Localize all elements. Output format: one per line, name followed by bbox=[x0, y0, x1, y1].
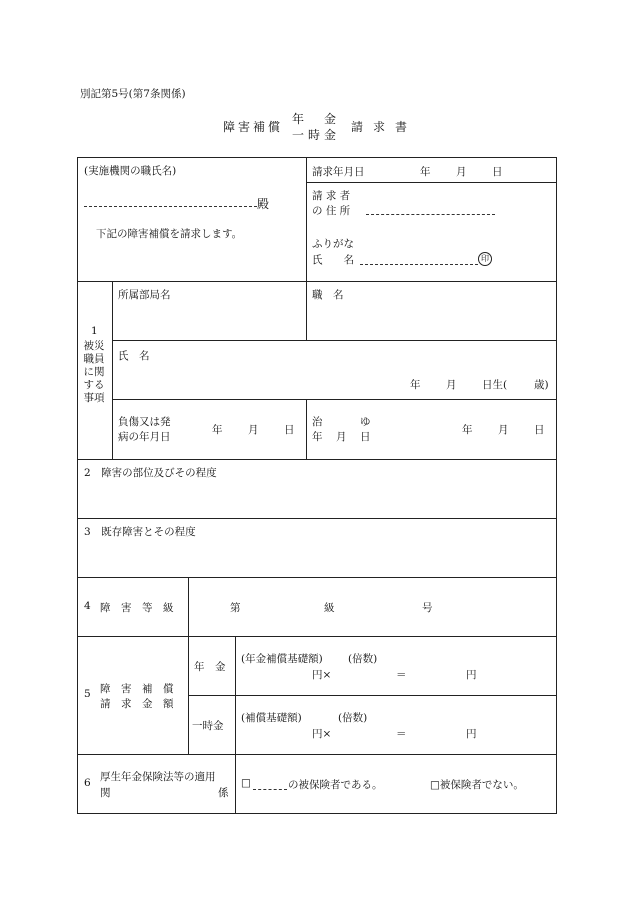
birth-day-suffix[interactable]: 日生( bbox=[482, 379, 508, 391]
title-part2: 請求書 bbox=[351, 120, 418, 134]
pension-yen[interactable]: 円 bbox=[466, 669, 477, 681]
section5-label-2: 請 求 金 額 bbox=[100, 698, 174, 710]
section1-vertical-label: 被 災 職 員 に 関 す る 事 項 bbox=[83, 340, 105, 404]
job-title-label: 職 名 bbox=[312, 289, 344, 301]
section4-label: 障 害 等 級 bbox=[100, 602, 174, 614]
pension-equals: ＝ bbox=[396, 669, 407, 681]
grade-dai: 第 bbox=[230, 602, 241, 614]
injury-date-label-1: 負傷又は発 bbox=[118, 416, 171, 428]
request-date-year[interactable]: 年 bbox=[420, 166, 431, 178]
seal-icon: 印 bbox=[478, 252, 492, 266]
section3-label: 3 既存障害とその程度 bbox=[84, 526, 196, 538]
grade-kyu: 級 bbox=[324, 602, 335, 614]
furigana-label: ふりがな bbox=[312, 238, 354, 250]
lump-equals: ＝ bbox=[396, 728, 407, 740]
lump-yen[interactable]: 円 bbox=[466, 728, 477, 740]
injury-date-label-2: 病の年月日 bbox=[118, 431, 171, 443]
form-reference: 別記第5号(第7条関係) bbox=[80, 88, 186, 100]
request-date-day[interactable]: 日 bbox=[492, 166, 503, 178]
claimant-address-line[interactable] bbox=[366, 214, 495, 215]
institution-label: (実施機関の職氏名) bbox=[84, 165, 177, 177]
birth-month[interactable]: 月 bbox=[446, 379, 457, 391]
birth-year[interactable]: 年 bbox=[410, 379, 421, 391]
lump-yen-times[interactable]: 円× bbox=[312, 728, 332, 740]
institution-name-line[interactable] bbox=[84, 206, 257, 207]
cure-label-2c: 日 bbox=[360, 431, 371, 443]
employee-name-label: 氏 名 bbox=[118, 350, 150, 362]
request-date-month[interactable]: 月 bbox=[456, 166, 467, 178]
section6-label-2b: 係 bbox=[218, 787, 229, 799]
honorific: 殿 bbox=[257, 197, 270, 211]
insurance-type-line[interactable] bbox=[253, 789, 287, 790]
section6-label-2a: 関 bbox=[100, 787, 111, 799]
claimant-address-label-2: の 住 所 bbox=[312, 205, 351, 217]
insured-checkbox[interactable]: □ bbox=[241, 777, 251, 789]
department-label: 所属部局名 bbox=[118, 289, 171, 301]
request-date-label: 請求年月日 bbox=[312, 166, 365, 178]
section5-number: 5 bbox=[84, 688, 91, 700]
pension-mult-label: (倍数) bbox=[348, 653, 378, 665]
insured-text: の被保険者である。 bbox=[288, 779, 383, 791]
lump-mult-label: (倍数) bbox=[338, 712, 368, 724]
claimant-name-line[interactable] bbox=[360, 264, 478, 265]
section5-label-1: 障 害 補 償 bbox=[100, 683, 174, 695]
claimant-name-label: 氏 名 bbox=[312, 254, 354, 266]
pension-base-label: (年金補償基礎額) bbox=[241, 653, 323, 665]
injury-year[interactable]: 年 bbox=[212, 424, 223, 436]
lump-type-label: 一時金 bbox=[192, 720, 224, 732]
grade-go: 号 bbox=[422, 602, 433, 614]
section2-label: 2 障害の部位及びその程度 bbox=[84, 467, 217, 479]
cure-label-2b: 月 bbox=[336, 431, 347, 443]
cure-year[interactable]: 年 bbox=[462, 424, 473, 436]
injury-month[interactable]: 月 bbox=[248, 424, 259, 436]
request-statement: 下記の障害補償を請求します。 bbox=[96, 228, 243, 240]
pension-yen-times[interactable]: 円× bbox=[312, 669, 332, 681]
not-insured-option[interactable]: □被保険者でない。 bbox=[430, 779, 524, 791]
cure-month[interactable]: 月 bbox=[498, 424, 509, 436]
section4-number: 4 bbox=[84, 600, 91, 612]
lump-base-label: (補償基礎額) bbox=[241, 712, 302, 724]
section1-number: 1 bbox=[91, 325, 98, 337]
cure-label-2a: 年 bbox=[312, 431, 323, 443]
age-suffix[interactable]: 歳) bbox=[534, 379, 549, 391]
pension-type-label: 年 金 bbox=[194, 661, 226, 673]
cure-day[interactable]: 日 bbox=[534, 424, 545, 436]
cure-label-1b: ゆ bbox=[360, 416, 371, 428]
injury-day[interactable]: 日 bbox=[284, 424, 295, 436]
title-stack-bottom: 一時金 bbox=[292, 128, 341, 142]
claimant-address-label-1: 請 求 者 bbox=[312, 190, 351, 202]
section6-label-1: 厚生年金保険法等の適用 bbox=[100, 771, 216, 783]
cure-label-1a: 治 bbox=[312, 416, 323, 428]
title-part1: 障害補償 bbox=[223, 120, 284, 134]
title-stack-top: 年 金 bbox=[292, 112, 341, 126]
section6-number: 6 bbox=[84, 777, 91, 789]
